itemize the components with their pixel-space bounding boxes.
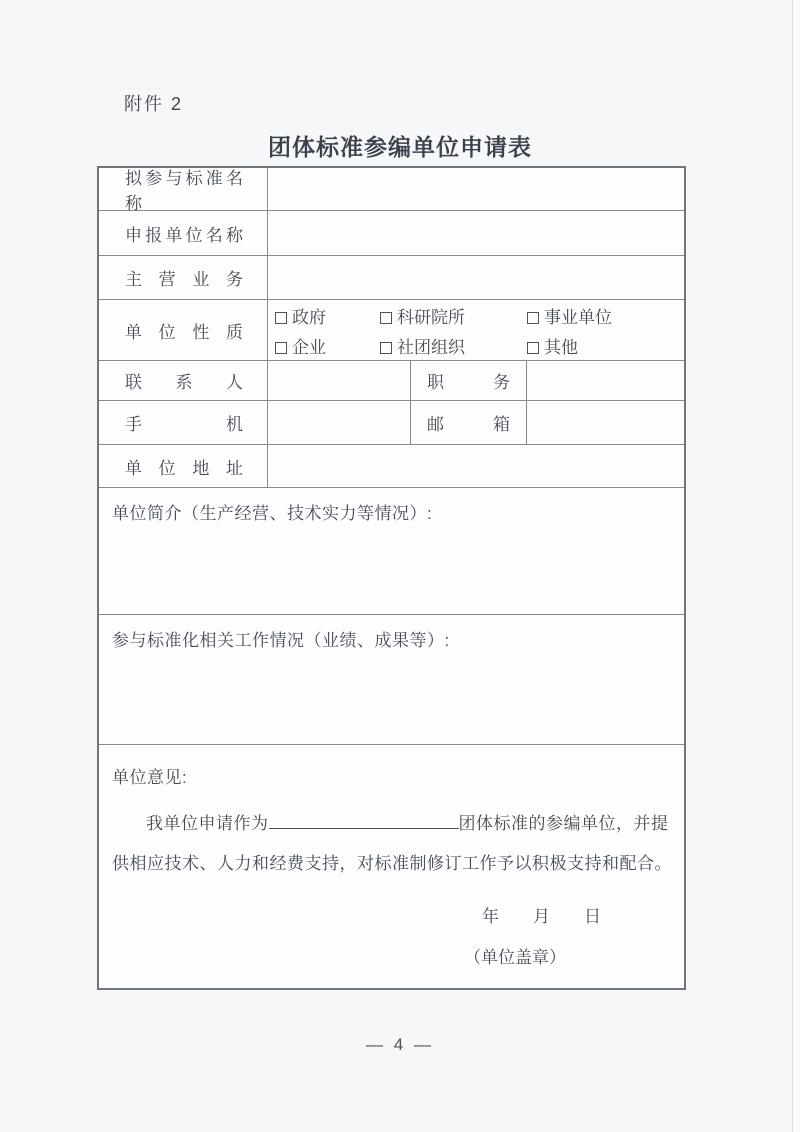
main-business-label-cell bbox=[99, 256, 267, 299]
checkbox-icon bbox=[275, 342, 287, 354]
option-enterprise-label: 企业 bbox=[292, 337, 326, 357]
contact-label: 联 系 人 bbox=[125, 373, 243, 392]
standard-name-label: 拟参与标准名称 bbox=[125, 169, 243, 213]
option-other bbox=[527, 333, 684, 358]
mobile-label: 手 机 bbox=[125, 415, 243, 434]
checkbox-icon bbox=[275, 312, 287, 324]
mobile-field bbox=[267, 401, 410, 444]
checkbox-icon bbox=[380, 342, 392, 354]
position-label-cell bbox=[410, 361, 526, 400]
page-scan-edge bbox=[792, 0, 800, 1132]
option-public-institution-label: 事业单位 bbox=[544, 307, 612, 327]
table-row-address bbox=[99, 444, 684, 487]
unit-opinion-statement bbox=[112, 804, 672, 884]
option-government bbox=[275, 303, 380, 328]
option-social-organization-label: 社团组织 bbox=[397, 337, 465, 357]
table-row-main-business bbox=[99, 255, 684, 299]
page-title: 团体标准参编单位申请表 bbox=[268, 134, 532, 160]
unit-opinion-section bbox=[99, 745, 684, 988]
standardization-work-section bbox=[99, 615, 684, 744]
position-field bbox=[526, 361, 684, 400]
table-row-profile bbox=[99, 487, 684, 614]
checkbox-icon bbox=[527, 312, 539, 324]
attachment-label: 附件 2 bbox=[124, 94, 184, 114]
option-social-organization bbox=[380, 333, 527, 358]
standard-name-field bbox=[267, 168, 684, 210]
unit-type-options bbox=[267, 300, 684, 360]
date-line: 年 月 日 bbox=[482, 907, 601, 926]
table-row-unit-type bbox=[99, 299, 684, 360]
address-label-cell bbox=[99, 445, 267, 487]
option-enterprise bbox=[275, 333, 380, 358]
unit-opinion-label: 单位意见: bbox=[112, 768, 188, 787]
unit-name-label-cell bbox=[99, 211, 267, 255]
option-research-institute bbox=[380, 303, 527, 328]
unit-type-label-cell bbox=[99, 300, 267, 360]
table-row-standard-name bbox=[99, 168, 684, 213]
main-business-label: 主 营 业 务 bbox=[125, 270, 243, 289]
seal-line: （单位盖章） bbox=[464, 948, 566, 967]
unit-type-label: 单 位 性 质 bbox=[125, 322, 243, 342]
option-public-institution bbox=[527, 303, 684, 328]
unit-name-field bbox=[267, 211, 684, 255]
email-label-cell bbox=[410, 401, 526, 444]
contact-label-cell bbox=[99, 361, 267, 400]
address-field bbox=[267, 445, 684, 487]
statement-prefix: 我单位申请作为 bbox=[146, 814, 269, 833]
standard-name-label-cell bbox=[99, 168, 267, 213]
statement-suffix: 团体标准的参编单位，并提供相应技术、人力和经费支持，对标准制修订工作予以积极支持和配合。 bbox=[112, 814, 672, 873]
page-number: — 4 — bbox=[366, 1035, 434, 1054]
profile-section bbox=[99, 488, 684, 614]
mobile-label-cell bbox=[99, 401, 267, 444]
address-label: 单 位 地 址 bbox=[125, 458, 243, 478]
profile-label: 单位简介（生产经营、技术实力等情况）: bbox=[112, 504, 433, 523]
option-government-label: 政府 bbox=[292, 307, 326, 327]
table-row-standardization-work bbox=[99, 614, 684, 744]
main-business-field bbox=[267, 256, 684, 299]
table-row-unit-name bbox=[99, 210, 684, 255]
option-research-institute-label: 科研院所 bbox=[397, 307, 465, 327]
unit-name-label: 申报单位名称 bbox=[125, 225, 243, 245]
table-row-mobile bbox=[99, 400, 684, 444]
email-field bbox=[526, 401, 684, 444]
email-label: 邮 箱 bbox=[427, 415, 510, 434]
table-row-contact bbox=[99, 360, 684, 400]
option-other-label: 其他 bbox=[544, 337, 578, 357]
standardization-work-label: 参与标准化相关工作情况（业绩、成果等）: bbox=[112, 631, 450, 650]
application-form-table bbox=[97, 166, 686, 990]
table-row-unit-opinion bbox=[99, 744, 684, 988]
checkbox-icon bbox=[380, 312, 392, 324]
position-label: 职 务 bbox=[427, 373, 510, 392]
blank-underline bbox=[269, 812, 459, 829]
checkbox-icon bbox=[527, 342, 539, 354]
contact-field bbox=[267, 361, 410, 400]
